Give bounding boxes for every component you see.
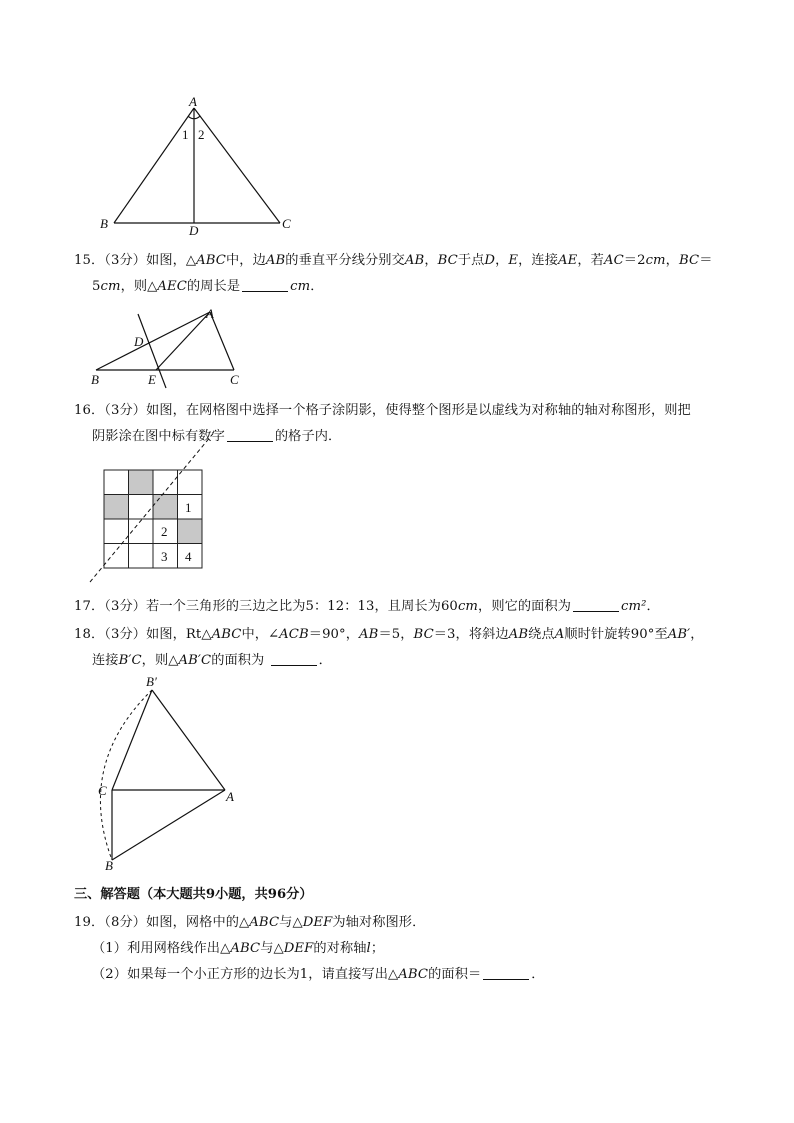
- q16-text: 的格子内．: [274, 429, 342, 444]
- q17-text: 若一个三角形的三边之比为5：12：13，且周长为60: [146, 599, 458, 614]
- label-a: A: [226, 789, 234, 804]
- q19-part-1: [74, 936, 734, 962]
- figure-rotation: [92, 674, 242, 873]
- label-b: B: [100, 216, 108, 231]
- q19-text: ；: [370, 941, 385, 956]
- q15-unit: cm: [100, 279, 121, 294]
- q18-var: AB′C: [178, 653, 212, 668]
- label-c: C: [282, 216, 291, 231]
- question-18: [74, 622, 734, 674]
- q18-var: B′C: [118, 653, 142, 668]
- grid-cell: [104, 519, 129, 544]
- segment-ab: [114, 108, 194, 223]
- q19-var: ABC: [230, 941, 261, 956]
- grid-cell: [104, 470, 129, 495]
- label-e: E: [148, 372, 156, 387]
- grid-cell: [153, 470, 178, 495]
- cell-number-3: 3: [161, 549, 168, 564]
- q19-var: DEF: [283, 941, 314, 956]
- q18-text: 如图，Rt△: [146, 627, 212, 642]
- label-d: D: [189, 223, 199, 238]
- segment-ab: [96, 312, 210, 370]
- q18-text: ＝5，: [378, 627, 414, 642]
- q19-var: ABC: [398, 967, 429, 982]
- q15-text: ，则△: [120, 279, 158, 294]
- answer-blank[interactable]: [271, 651, 317, 666]
- q18-line2: [74, 648, 734, 674]
- q15-text: 中，边: [226, 253, 266, 268]
- q17-text: ，则它的面积为: [478, 599, 572, 614]
- label-b: B: [91, 372, 99, 387]
- q15-text: ＝2: [623, 253, 646, 268]
- q19-text: 如图，网格中的△: [146, 915, 250, 930]
- q18-var: AB′: [667, 627, 691, 642]
- q17-number: 17．（3分）: [74, 599, 147, 614]
- label-angle-1: 1: [182, 127, 189, 142]
- label-c: C: [98, 783, 107, 798]
- q15-line2: [74, 274, 734, 300]
- q18-var: BC: [413, 627, 434, 642]
- q18-number: 18．（3分）: [74, 627, 147, 642]
- q19-text: （2）如果每一个小正方形的边长为1，请直接写出△: [92, 967, 399, 982]
- answer-blank[interactable]: [573, 597, 619, 612]
- label-bprime: B′: [146, 674, 157, 689]
- cell-number-1: 1: [185, 500, 192, 515]
- q19-text: ．: [531, 967, 545, 982]
- grid-cell: [104, 544, 129, 569]
- q19-text: （1）利用网格线作出△: [92, 941, 231, 956]
- q18-text: ．: [318, 653, 332, 668]
- q18-text: 的面积为: [211, 653, 265, 668]
- label-d: D: [134, 334, 144, 349]
- rotation-arc-dashed: [100, 690, 152, 860]
- figure-triangle-abd: [96, 94, 306, 236]
- q15-text: ＝: [699, 253, 713, 268]
- label-b: B: [105, 858, 113, 873]
- grid-cell-shaded: [129, 470, 154, 495]
- q15-text: 的垂直平分线分别交: [285, 253, 405, 268]
- q18-var: ACB: [279, 627, 309, 642]
- grid-cell-shaded: [178, 519, 203, 544]
- q15-unit: cm: [290, 279, 311, 294]
- q19-text: 的面积＝: [428, 967, 482, 982]
- q19-text: 与△: [279, 915, 303, 930]
- q18-var: AB: [359, 627, 379, 642]
- q16-number: 16．（3分）: [74, 403, 147, 418]
- q17-unit: cm: [457, 599, 479, 614]
- q15-text: ，若: [577, 253, 604, 268]
- cell-number-4: 4: [185, 549, 192, 564]
- grid-cell-shaded: [153, 495, 178, 520]
- q19-var: DEF: [302, 915, 333, 930]
- q15-var: AEC: [157, 279, 187, 294]
- q18-text: ，: [690, 627, 704, 642]
- q19-var: l: [366, 941, 371, 956]
- q15-var: D: [484, 253, 496, 268]
- grid-cell-shaded: [104, 495, 129, 520]
- q18-text: ，则△: [141, 653, 179, 668]
- q17-text: ．: [646, 599, 660, 614]
- label-c: C: [230, 372, 239, 387]
- q15-number: 15．（3分）: [74, 253, 147, 268]
- q16-text: 如图，在网格图中选择一个格子涂阴影，使得整个图形是以虚线为对称轴的轴对称图形，则把: [146, 403, 691, 418]
- answer-blank[interactable]: [483, 965, 529, 980]
- q19-text: 的对称轴: [313, 941, 367, 956]
- grid-cell: [178, 470, 203, 495]
- answer-blank[interactable]: [242, 277, 288, 292]
- q15-text: ，: [495, 253, 509, 268]
- q15-var: AB: [265, 253, 286, 268]
- q15-text: ，: [665, 253, 679, 268]
- q15-text: 的周长是: [186, 279, 241, 294]
- grid-cell: [129, 495, 154, 520]
- q15-var: ABC: [196, 253, 226, 268]
- q15-var: AE: [558, 253, 578, 268]
- q19-number: 19．（8分）: [74, 915, 147, 930]
- q17-unit: cm²: [621, 599, 647, 614]
- segment-bprime-c: [112, 690, 152, 790]
- q18-text: 绕点: [528, 627, 555, 642]
- figure-triangle-perpendicular-bisector: [86, 304, 256, 388]
- grid-cell: [129, 544, 154, 569]
- segment-ac: [194, 108, 280, 223]
- q15-text: 于点: [457, 253, 485, 268]
- q15-var: E: [508, 253, 519, 268]
- q15-var: BC: [678, 253, 700, 268]
- q18-text: ＝3，将斜边: [433, 627, 509, 642]
- q15-text: ，: [424, 253, 438, 268]
- segment-bprime-a: [152, 690, 225, 790]
- section-heading: 三、解答题（本大题共9小题，共96分）: [74, 887, 313, 902]
- q19-text: 与△: [260, 941, 284, 956]
- q18-var: AB: [508, 627, 529, 642]
- q15-text: ，连接: [518, 253, 559, 268]
- label-a: A: [189, 94, 197, 109]
- q15-text: 5: [92, 279, 101, 294]
- label-a: A: [206, 306, 214, 321]
- question-17: [74, 594, 734, 620]
- q19-text: 为轴对称图形．: [332, 915, 426, 930]
- question-15: [74, 248, 734, 300]
- q16-text: 阴影涂在图中标有数字: [92, 429, 225, 444]
- q15-var: AC: [603, 253, 624, 268]
- cell-number-2: 2: [161, 524, 168, 539]
- answer-blank[interactable]: [227, 427, 273, 442]
- q15-text: 如图，△: [146, 253, 197, 268]
- q18-text: 顺时针旋转90°至: [564, 627, 668, 642]
- figure-grid: [84, 428, 224, 588]
- q18-var: ABC: [211, 627, 242, 642]
- question-19: [74, 910, 734, 988]
- q18-text: 中，∠: [241, 627, 280, 642]
- q19-var: ABC: [249, 915, 280, 930]
- segment-ae: [156, 312, 210, 370]
- q18-text: 连接: [92, 653, 119, 668]
- q19-part-2: [74, 962, 734, 988]
- q15-unit: cm: [645, 253, 666, 268]
- q15-var: BC: [437, 253, 458, 268]
- q18-var: A: [554, 627, 565, 642]
- q15-text: ．: [310, 279, 324, 294]
- label-angle-2: 2: [198, 127, 205, 142]
- q18-text: ＝90°，: [308, 627, 360, 642]
- q15-var: AB: [404, 253, 425, 268]
- segment-ab: [112, 790, 225, 860]
